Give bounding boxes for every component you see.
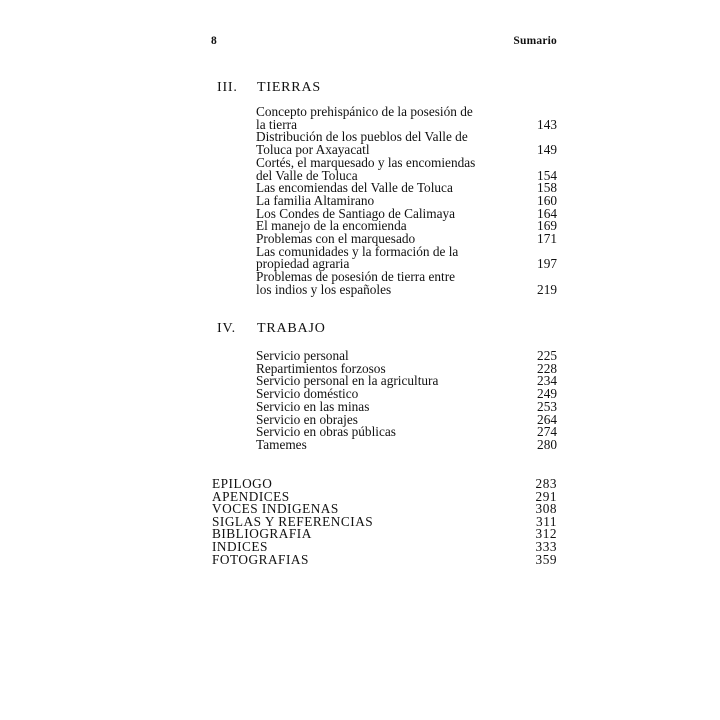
toc-entry-page: 169: [537, 218, 557, 234]
section-title: TRABAJO: [257, 321, 326, 336]
toc-entry-page: 219: [537, 281, 557, 297]
toc-entry-line: Los Condes de Santiago de Calimaya: [256, 205, 456, 221]
backmatter-title: SIGLAS Y REFERENCIAS: [212, 513, 374, 529]
toc-entry-line: Las encomiendas del Valle de Toluca: [256, 180, 453, 196]
toc-entry-page: 160: [537, 192, 557, 208]
backmatter-title: VOCES INDIGENAS: [212, 501, 339, 517]
section-heading-trabajo: [217, 321, 557, 337]
toc-entry: [256, 436, 557, 452]
backmatter-title: FOTOGRAFIAS: [212, 551, 309, 567]
toc-entry-line: del Valle de Toluca: [256, 167, 358, 183]
toc-entry-line: Servicio en obrajes: [256, 411, 358, 427]
backmatter-page: 359: [535, 551, 557, 567]
toc-entry-line: la tierra: [256, 116, 297, 132]
toc-entry-line: Servicio personal en la agricultura: [256, 373, 439, 389]
toc-entry-line: Las comunidades y la formación de la: [256, 243, 459, 259]
toc-entry-title: [256, 106, 527, 131]
toc-entry-page: 249: [537, 386, 557, 402]
toc-entry: [256, 154, 557, 183]
page-number: 8: [211, 35, 217, 47]
section-title: TIERRAS: [257, 80, 321, 95]
backmatter-page: 291: [535, 488, 557, 504]
toc-entry-line: Tamemes: [256, 436, 307, 452]
backmatter-page: 333: [535, 538, 557, 554]
toc-entry-line: Servicio personal: [256, 348, 349, 363]
toc-entry-title: [256, 271, 527, 296]
backmatter-list: [212, 478, 557, 566]
toc-entry-line: Concepto prehispánico de la posesión de: [256, 104, 473, 119]
backmatter-title: INDICES: [212, 538, 268, 554]
toc-entry-title: [256, 154, 527, 183]
section-numeral: III.: [217, 80, 238, 95]
toc-entry-page: 158: [537, 180, 557, 196]
toc-entry-line: Servicio en obras públicas: [256, 424, 396, 440]
toc-entry: [256, 131, 557, 156]
toc-entry-line: Cortés, el marquesado y las encomiendas: [256, 154, 476, 170]
toc-entry-line: Toluca por Axayacatl: [256, 142, 370, 158]
toc-entry-page: 280: [537, 436, 557, 452]
toc-entry-page: 164: [537, 205, 557, 221]
toc-entry-page: 154: [537, 167, 557, 183]
toc-entry-title: [256, 131, 527, 156]
toc-entry-line: Servicio en las minas: [256, 398, 370, 414]
toc-entry-page: 197: [537, 256, 557, 272]
toc-entry-page: 264: [537, 411, 557, 427]
toc-entry-page: 234: [537, 373, 557, 389]
running-head: [211, 35, 557, 47]
backmatter-title: BIBLIOGRAFIA: [212, 526, 312, 542]
toc-entry-line: Servicio doméstico: [256, 386, 359, 402]
section-heading-tierras: [217, 80, 557, 96]
toc-entry-line: Problemas de posesión de tierra entre: [256, 269, 456, 285]
section-entries-tierras: [256, 106, 557, 297]
toc-entry: [256, 271, 557, 296]
toc-entry-line: propiedad agraria: [256, 256, 350, 272]
backmatter-page: 308: [535, 501, 557, 517]
section-entries-trabajo: [256, 350, 557, 452]
backmatter-title: APENDICES: [212, 488, 290, 504]
toc-entry-line: El manejo de la encomienda: [256, 218, 407, 234]
toc-entry-page: 228: [537, 360, 557, 376]
toc-entry-page: 149: [537, 142, 557, 158]
toc-entry-title: [256, 243, 527, 272]
toc-entry-page: 274: [537, 424, 557, 440]
backmatter-page: 312: [535, 526, 557, 542]
running-title: Sumario: [513, 35, 557, 47]
toc-entry-line: los indios y los españoles: [256, 281, 392, 297]
toc-entry-page: 253: [537, 398, 557, 414]
backmatter-page: 283: [535, 476, 557, 491]
section-numeral: IV.: [217, 321, 236, 336]
toc-entry-title: [256, 436, 527, 452]
toc-entry-line: La familia Altamirano: [256, 192, 375, 208]
toc-entry-page: 225: [537, 348, 557, 363]
toc-entry-line: Distribución de los pueblos del Valle de: [256, 129, 468, 145]
backmatter-title: EPILOGO: [212, 476, 273, 491]
toc-entry-line: Repartimientos forzosos: [256, 360, 386, 376]
backmatter-entry: [212, 551, 557, 567]
toc-entry-page: 171: [537, 231, 557, 247]
toc-entry: [256, 106, 557, 131]
toc-entry: [256, 243, 557, 272]
backmatter-page: 311: [536, 513, 557, 529]
toc-entry-line: Problemas con el marquesado: [256, 231, 416, 247]
toc-entry-page: 143: [537, 116, 557, 132]
